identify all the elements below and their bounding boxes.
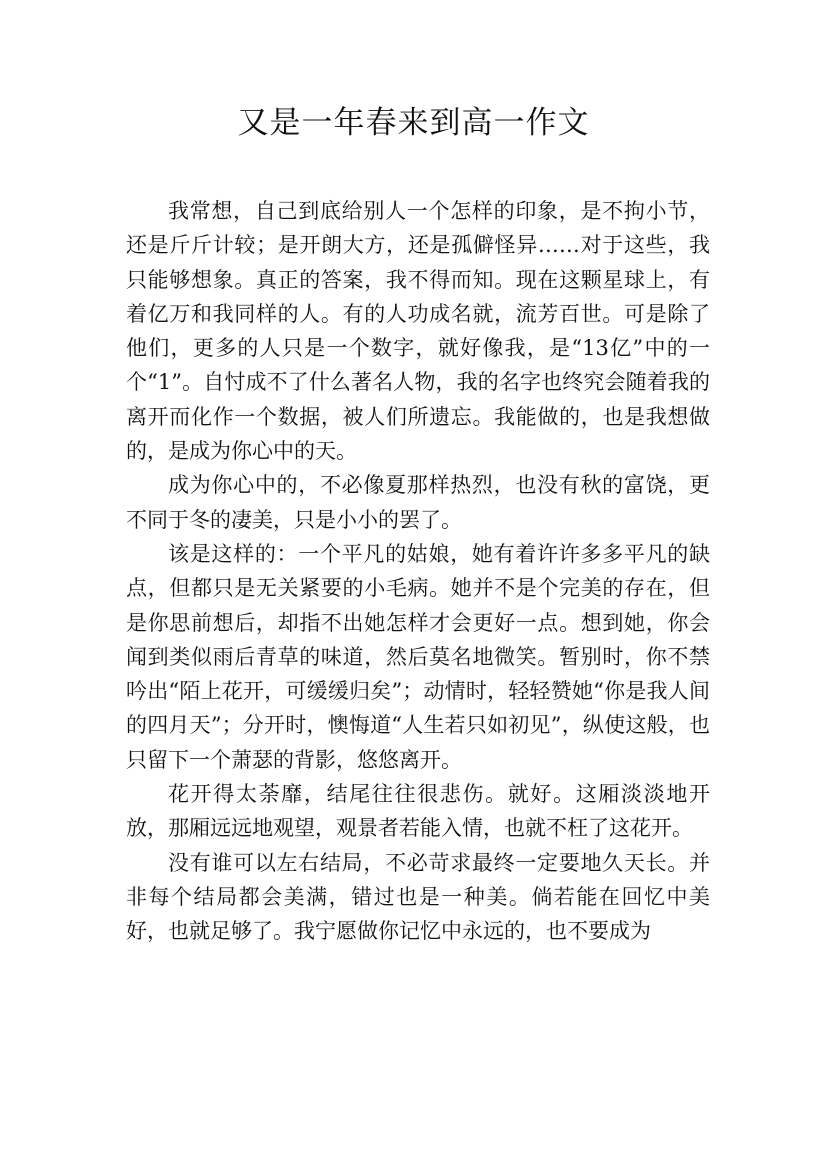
paragraph: 花开得太荼靡，结尾往往很悲伤。就好。这厢淡淡地开放，那厢远远地观望，观景者若能入情，也就不枉了这花开。 xyxy=(126,782,710,841)
paragraph: 没有谁可以左右结局，不必苛求最终一定要地久天长。并非每个结局都会美满，错过也是一种美。倘若能在回忆中美好，也就足够了。我宁愿做你记忆中永远的，也不要成为 xyxy=(126,850,710,944)
paragraph: 成为你心中的，不必像夏那样热烈，也没有秋的富饶，更不同于冬的凄美，只是小小的罢了。 xyxy=(126,473,710,532)
document-title: 又是一年春来到高一作文 xyxy=(237,105,590,141)
document-body xyxy=(126,194,710,949)
paragraph: 该是这样的：一个平凡的姑娘，她有着许许多多平凡的缺点，但都只是无关紧要的小毛病。她并不是个完美的存在，但是你思前想后，却指不出她怎样才会更好一点。想到她，你会闻到类似雨后青草的味道，然后莫名地微笑。暂别时，你不禁吟出“陌上花开，可缓缓归矣”；动情时，轻轻赞她“你是我人间的四月天”；分开时，懊悔道“人生若只如初见”，纵使这般，也只留下一个萧瑟的背影，悠悠离开。 xyxy=(126,541,710,772)
paragraph: 我常想，自己到底给别人一个怎样的印象，是不拘小节，还是斤斤计较；是开朗大方，还是孤僻怪异……对于这些，我只能够想象。真正的答案，我不得而知。现在这颗星球上，有着亿万和我同样的人。有的人功成名就，流芳百世。可是除了他们，更多的人只是一个数字，就好像我，是“13亿”中的一个“1”。自忖成不了什么著名人物，我的名字也终究会随着我的离开而化作一个数据，被人们所遗忘。我能做的，也是我想做的，是成为你心中的天。 xyxy=(126,199,710,464)
